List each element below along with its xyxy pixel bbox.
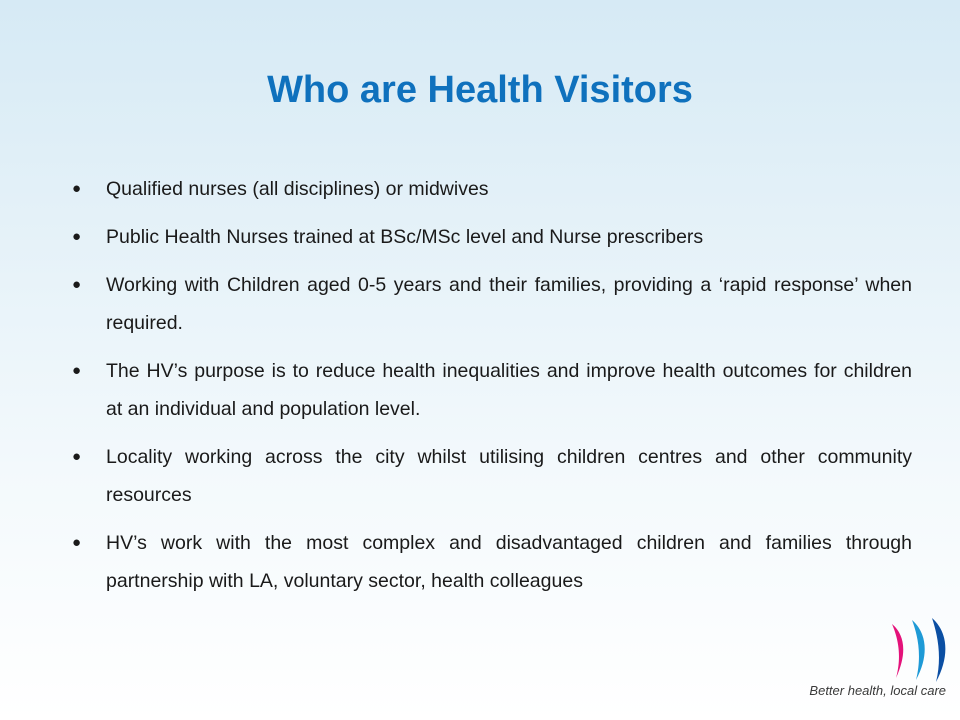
bullet-text: The HV’s purpose is to reduce health inequalities and improve health outcomes for children at an individual and population level. <box>106 360 912 420</box>
sail-light-blue <box>912 620 925 680</box>
list-item <box>72 218 912 256</box>
bullet-icon: ● <box>72 276 82 293</box>
list-item <box>72 352 912 428</box>
bullet-text: Qualified nurses (all disciplines) or midwives <box>106 178 489 200</box>
list-item <box>72 170 912 208</box>
list-item <box>72 524 912 600</box>
bullet-text: HV’s work with the most complex and disadvantaged children and families through partnership with LA, voluntary sector, health colleagues <box>106 532 912 592</box>
bullet-list <box>72 170 912 610</box>
bullet-icon: ● <box>72 362 82 379</box>
list-item <box>72 438 912 514</box>
bullet-text: Public Health Nurses trained at BSc/MSc level and Nurse prescribers <box>106 226 704 248</box>
bullet-icon: ● <box>72 534 82 551</box>
sails-icon <box>852 618 948 682</box>
list-item <box>72 266 912 342</box>
sail-pink <box>892 624 903 678</box>
sail-dark-blue <box>932 618 945 682</box>
logo-tagline: Better health, local care <box>809 683 946 698</box>
bullet-text: Working with Children aged 0-5 years and their families, providing a ‘rapid response’ when required. <box>106 274 912 334</box>
bullet-icon: ● <box>72 228 82 245</box>
logo <box>713 618 948 708</box>
bullet-icon: ● <box>72 448 82 465</box>
bullet-text: Locality working across the city whilst utilising children centres and other community resources <box>106 446 912 506</box>
bullet-icon: ● <box>72 180 82 197</box>
slide-title: Who are Health Visitors <box>267 69 693 111</box>
